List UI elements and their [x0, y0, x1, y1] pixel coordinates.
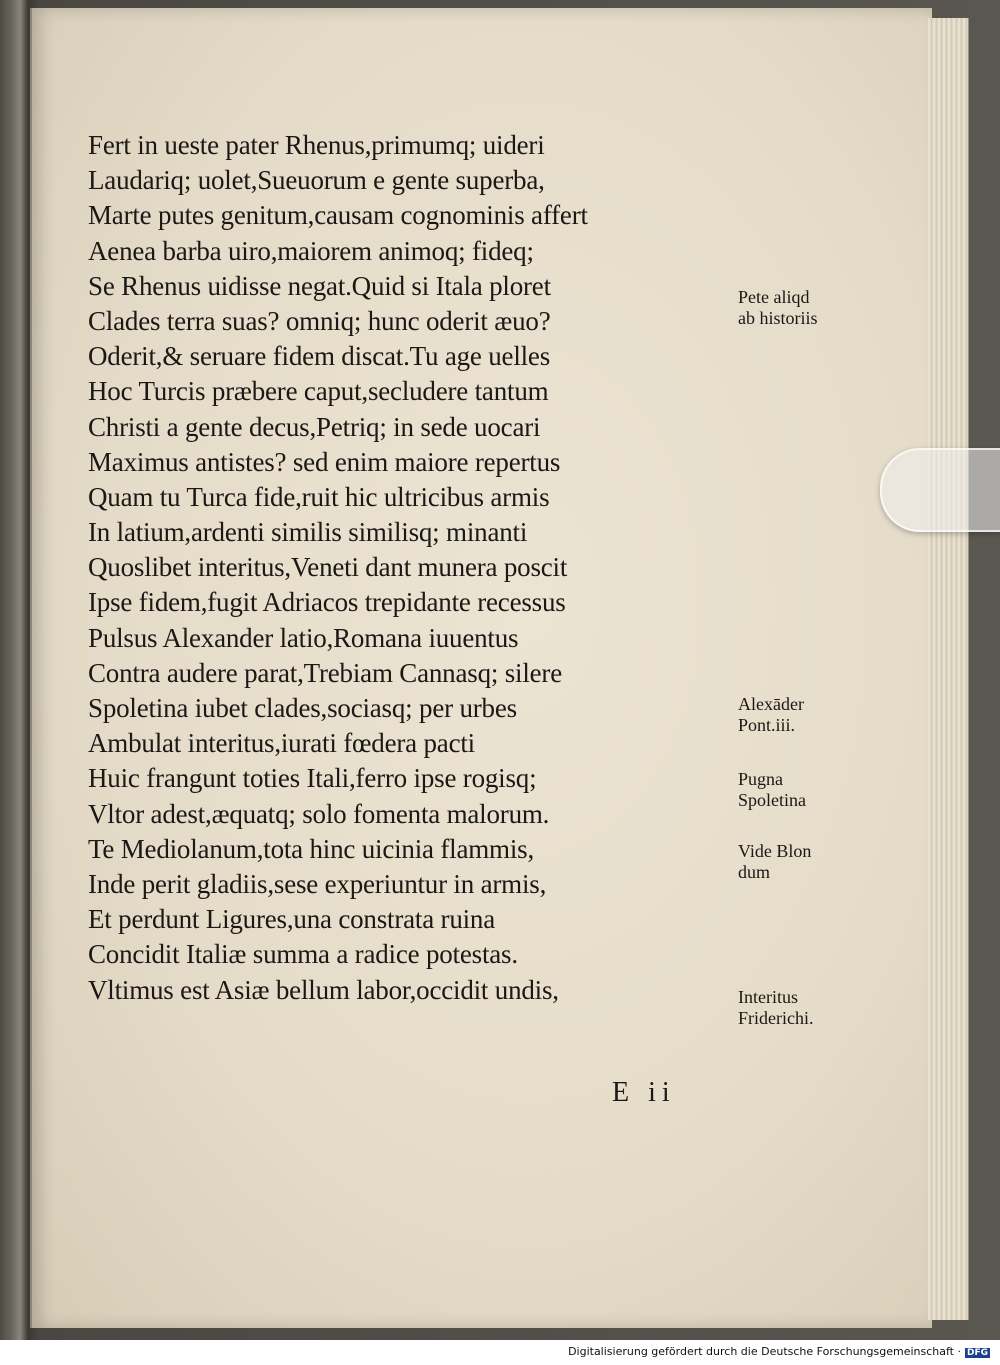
- footer-bar: [0, 1340, 1000, 1365]
- margin-note: [738, 841, 848, 883]
- margin-note: [738, 287, 848, 329]
- verse-line: Fert in ueste pater Rhenus,primumq; uideri: [88, 130, 545, 160]
- verse-text: [88, 128, 708, 1008]
- verse-line: Se Rhenus uidisse negat.Quid si Itala ploret: [88, 270, 551, 301]
- verse-line: Aenea barba uiro,maiorem animoq; fideq;: [88, 235, 534, 266]
- verse-line: Laudariq; uolet,Sueuorum e gente superba,: [88, 165, 545, 196]
- verse-line: Inde perit gladiis,sese experiuntur in armis,: [88, 868, 547, 899]
- margin-note-line: dum: [738, 862, 771, 882]
- margin-note-line: Pete aliqd: [738, 287, 810, 307]
- verse-line: Te Mediolanum,tota hinc uicinia flammis,: [88, 833, 535, 864]
- verse-line: Ipse fidem,fugit Adriacos trepidante recessus: [88, 587, 566, 618]
- verse-line: Vltor adest,æquatq; solo fomenta malorum.: [88, 798, 550, 829]
- verse-line: Contra audere parat,Trebiam Cannasq; silere: [88, 657, 562, 688]
- verse-line: Concidit Italiæ summa a radice potestas.: [88, 939, 518, 970]
- page-edges: [928, 18, 969, 1320]
- verse-line: Pulsus Alexander latio,Romana iuuentus: [88, 622, 519, 653]
- dfg-logo: DFG: [966, 1348, 988, 1358]
- margin-note-line: Friderichi.: [738, 1008, 814, 1028]
- margin-note-line: Vide Blon: [738, 841, 812, 861]
- verse-line: Oderit,& seruare fidem discat.Tu age uelles: [88, 341, 551, 372]
- verse-line: Et perdunt Ligures,una constrata ruina: [88, 904, 496, 935]
- verse-line: Hoc Turcis præbere caput,secludere tantum: [88, 376, 549, 407]
- margin-note-line: Alexāder: [738, 694, 804, 714]
- verse-line: Quam tu Turca fide,ruit hic ultricibus armis: [88, 481, 550, 512]
- margin-note: [738, 987, 848, 1029]
- page-clip: [880, 448, 1000, 532]
- footer-credit-text: Digitalisierung gefördert durch die Deutsche Forschungsgemeinschaft ·: [568, 1345, 961, 1358]
- verse-line: Clades terra suas? omniq; hunc oderit æuo?: [88, 305, 551, 336]
- margin-note-line: Interitus: [738, 987, 798, 1007]
- verse-line: Huic frangunt toties Itali,ferro ipse rogisq;: [88, 763, 537, 794]
- verse-line: Quoslibet interitus,Veneti dant munera poscit: [88, 552, 568, 583]
- verse-line: Spoletina iubet clades,sociasq; per urbes: [88, 693, 517, 723]
- footer-credit: [568, 1345, 990, 1358]
- verse-line: Ambulat interitus,iurati fœdera pacti: [88, 728, 475, 759]
- margin-note: [738, 694, 848, 736]
- signature-mark: E ii: [612, 1077, 676, 1108]
- margin-note-line: ab historiis: [738, 308, 818, 328]
- verse-line: Christi a gente decus,Petriq; in sede uocari: [88, 411, 541, 442]
- verse-line: Vltimus est Asiæ bellum labor,occidit undis,: [88, 974, 559, 1005]
- margin-note: [738, 769, 848, 811]
- margin-note-line: Pont.iii.: [738, 715, 796, 735]
- margin-note-line: Spoletina: [738, 790, 806, 810]
- verse-line: Marte putes genitum,causam cognominis affert: [88, 200, 588, 231]
- verse-line: In latium,ardenti similis similisq; minanti: [88, 517, 528, 548]
- margin-note-line: Pugna: [738, 769, 783, 789]
- verse-line: Maximus antistes? sed enim maiore repertus: [88, 446, 561, 477]
